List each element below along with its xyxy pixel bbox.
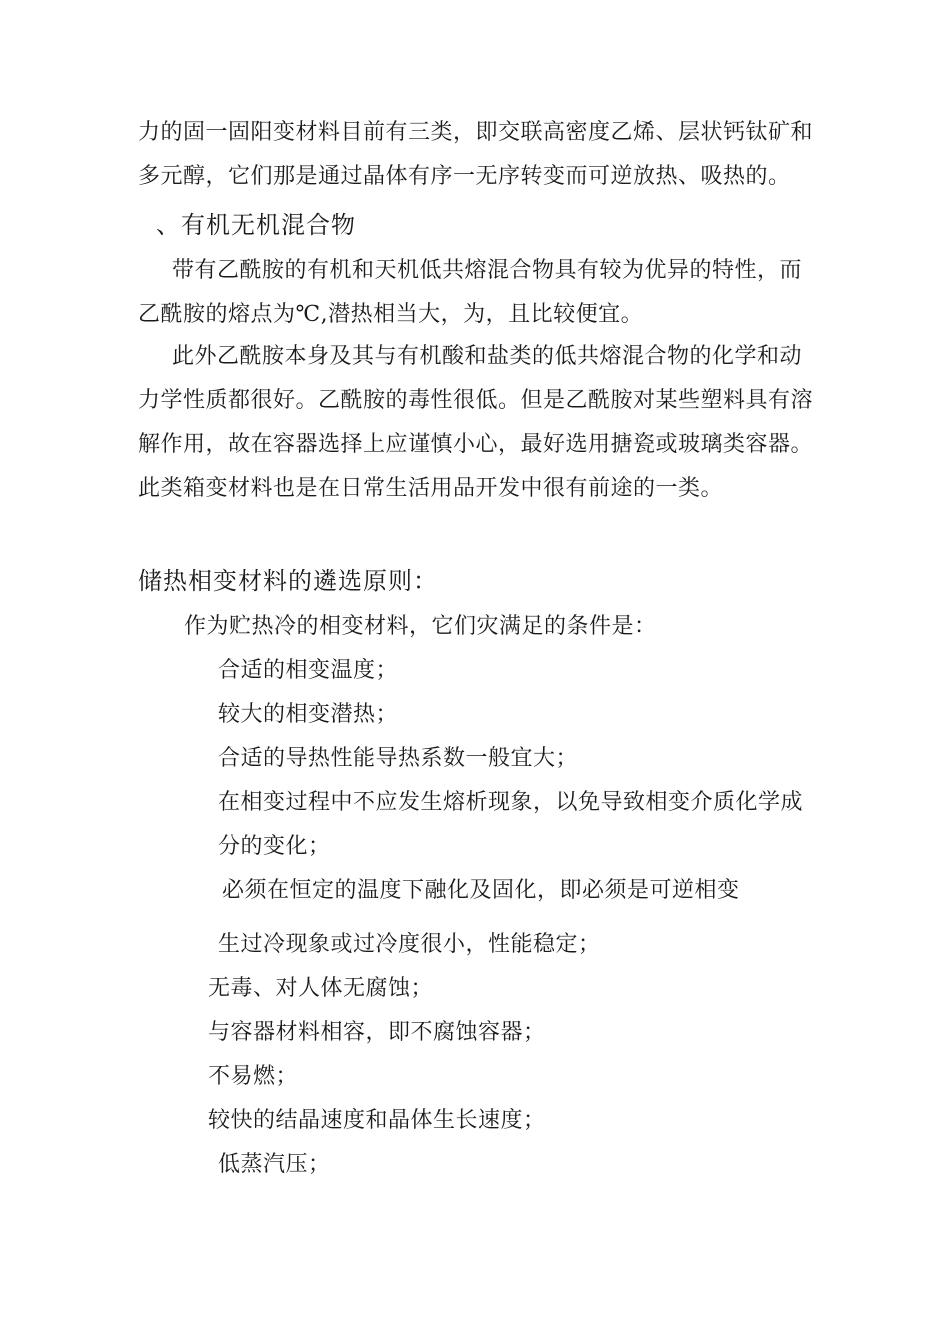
intro-line-1: 力的固一固阳变材料目前有三类，即交联高密度乙烯、层状钙钛矿和 [138, 120, 814, 145]
condition-item: 较大的相变潜热； [218, 702, 399, 727]
principles-intro: 作为贮热冷的相变材料，它们灾满足的条件是： [184, 614, 657, 639]
condition-item: 不易燃； [208, 1064, 299, 1089]
condition-item: 合适的相变温度； [218, 658, 399, 683]
paragraph-1-line-2: 乙酰胺的熔点为℃,潜热相当大，为，且比较便宜。 [138, 302, 644, 327]
paragraph-2-line-3: 解作用，故在容器选择上应谨慎小心，最好选用搪瓷或玻璃类容器。 [138, 432, 814, 457]
condition-item: 与容器材料相容，即不腐蚀容器； [208, 1020, 546, 1045]
condition-item: 合适的导热性能导热系数一般宜大； [218, 746, 579, 771]
condition-item: 生过冷现象或过冷度很小，性能稳定； [218, 932, 601, 957]
paragraph-1-line-1: 带有乙酰胺的有机和天机低共熔混合物具有较为优异的特性，而 [172, 258, 803, 283]
section-heading: 、有机无机混合物 [156, 211, 356, 239]
condition-item: 较快的结晶速度和晶体生长速度； [208, 1108, 546, 1133]
condition-item: 无毒、对人体无腐蚀； [208, 976, 434, 1001]
condition-item: 低蒸汽压； [218, 1152, 331, 1177]
paragraph-2-line-4: 此类箱变材料也是在日常生活用品开发中很有前途的一类。 [138, 476, 724, 501]
paragraph-2-line-2: 力学性质都很好。乙酰胺的毒性很低。但是乙酰胺对某些塑料具有溶 [138, 388, 814, 413]
condition-item: 必须在恒定的温度下融化及固化，即必须是可逆相变 [222, 878, 740, 903]
condition-item: 分的变化； [218, 834, 331, 859]
intro-line-2: 多元醇，它们那是通过晶体有序一无序转变而可逆放热、吸热的。 [138, 164, 791, 189]
condition-item: 在相变过程中不应发生熔析现象，以免导致相变介质化学成 [218, 790, 804, 815]
principles-heading: 储热相变材料的遴选原则： [138, 567, 438, 595]
paragraph-2-line-1: 此外乙酰胺本身及其与有机酸和盐类的低共熔混合物的化学和动 [172, 344, 803, 369]
